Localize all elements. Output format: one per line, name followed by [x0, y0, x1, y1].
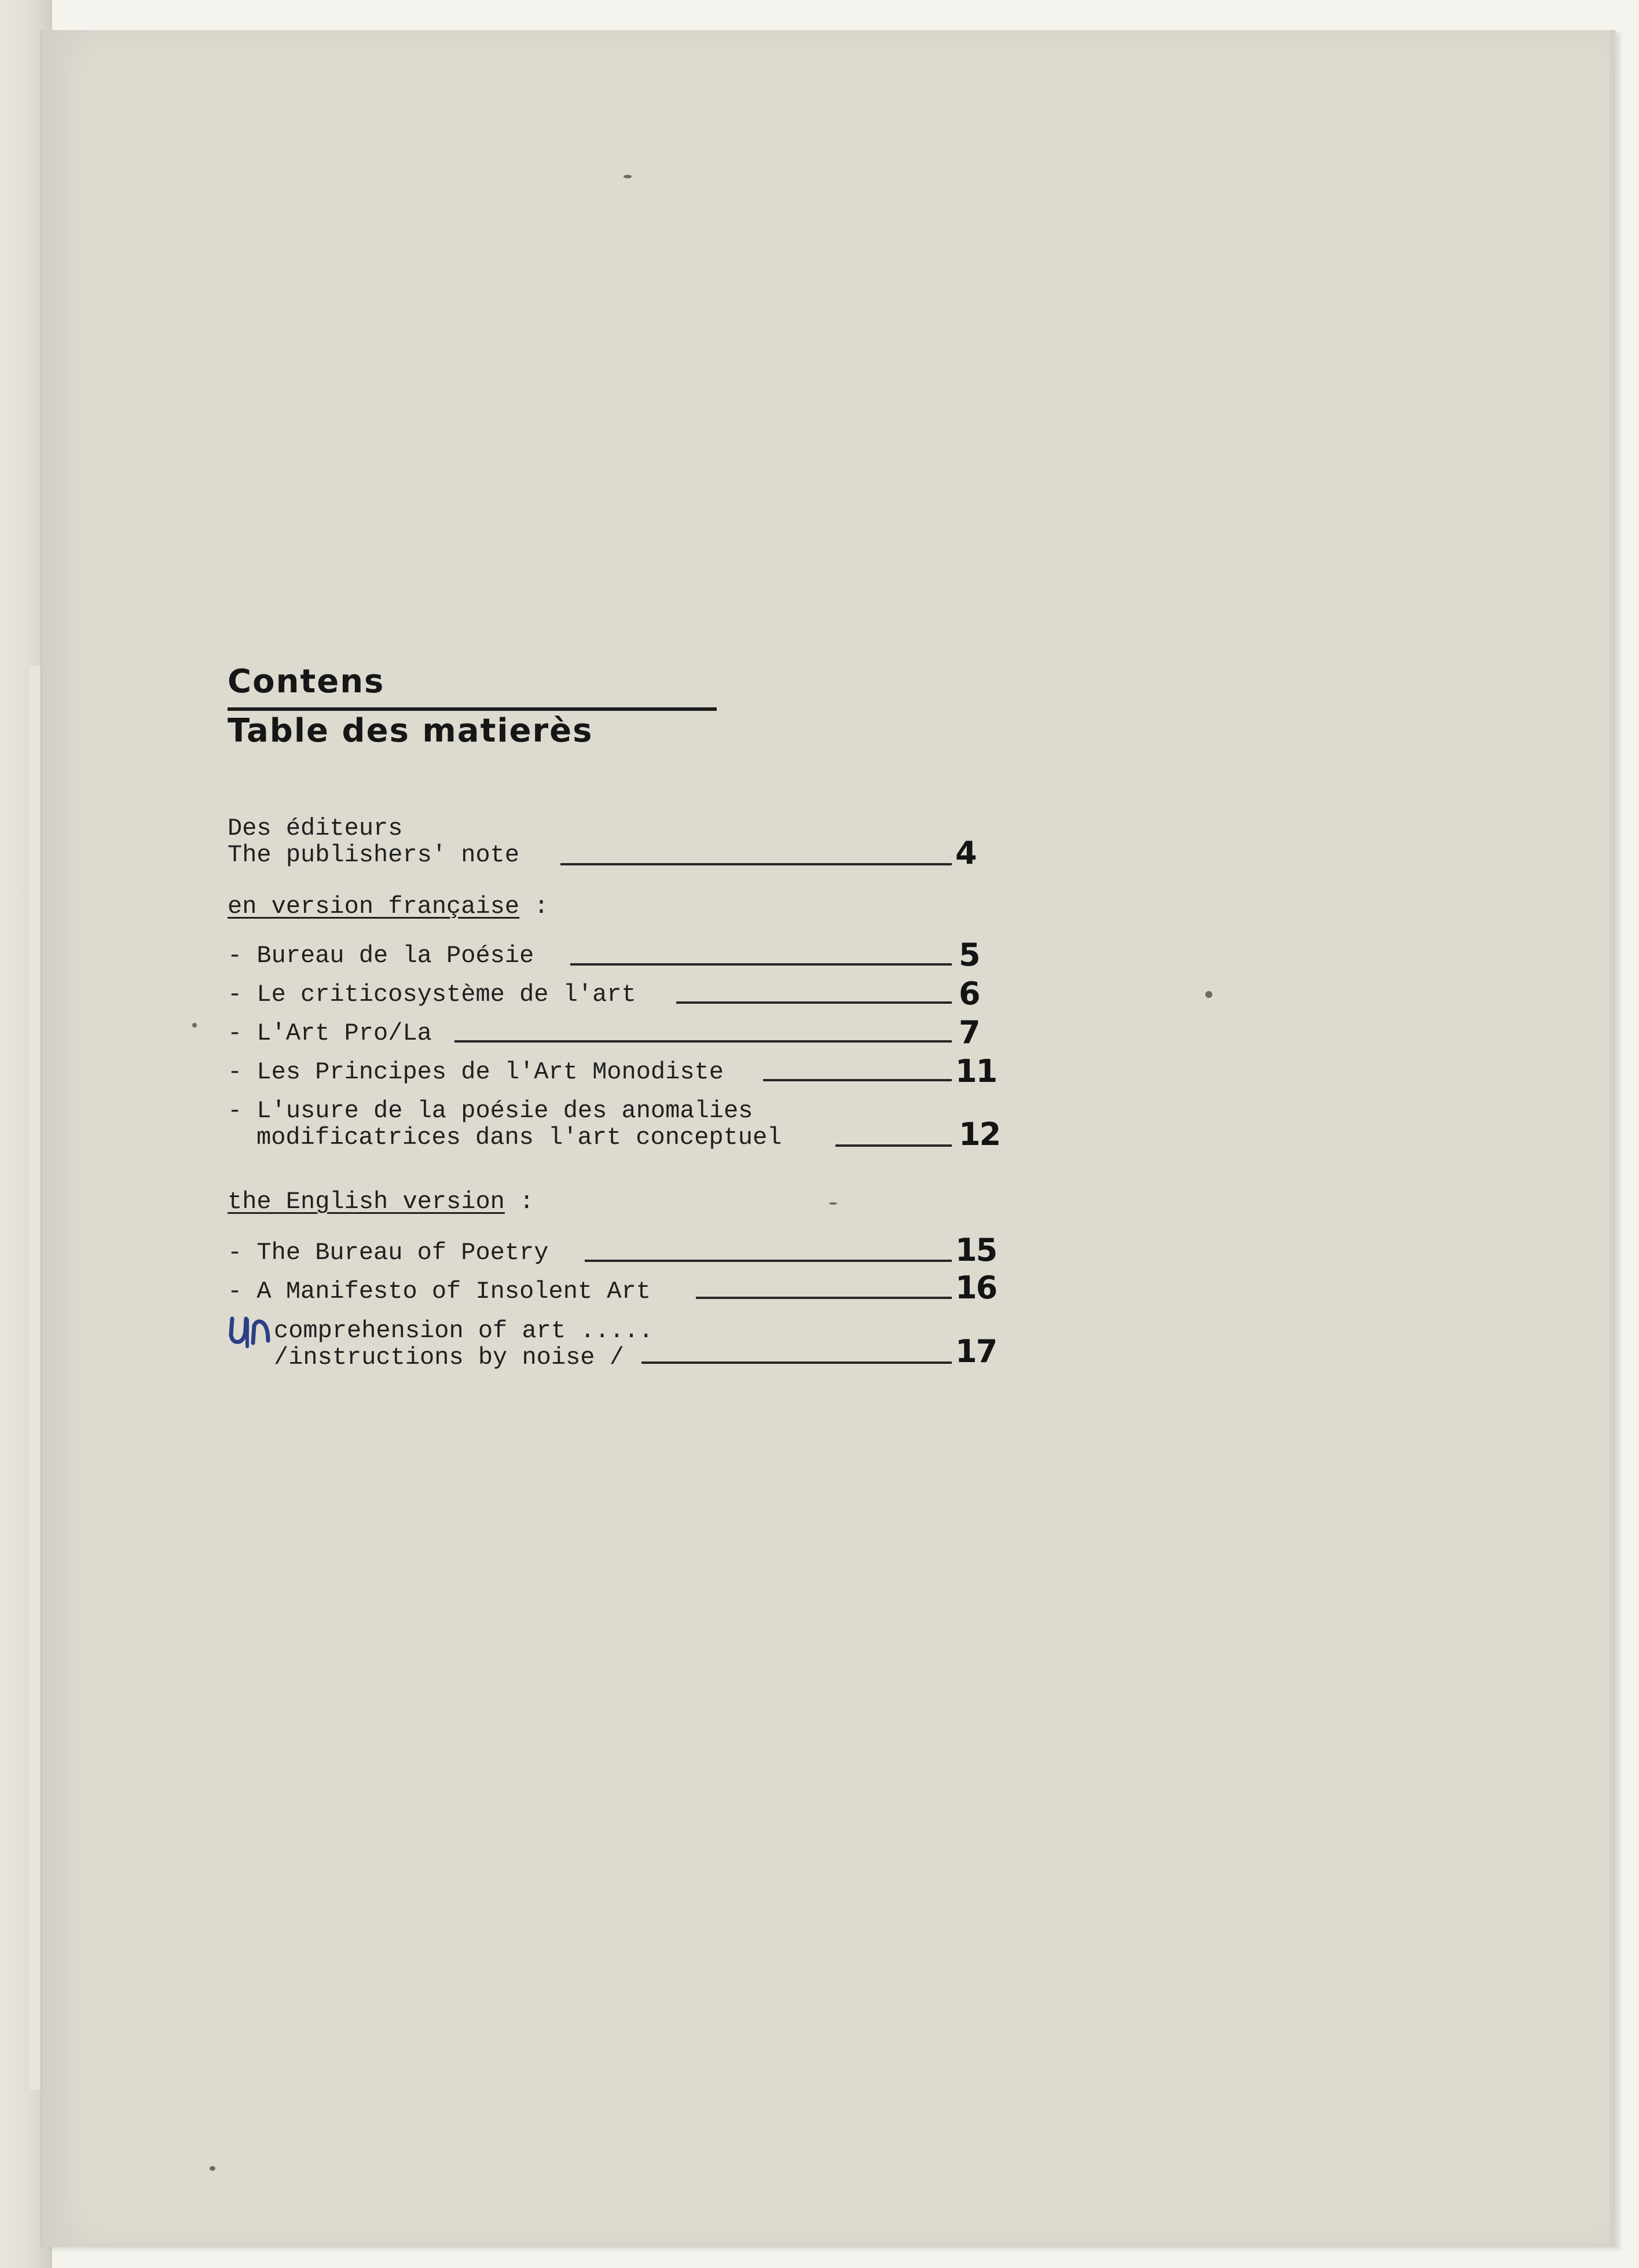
toc-item-comprehension-line2: /instructions by noise /: [274, 1344, 624, 1371]
paper-speck: [210, 2166, 215, 2171]
page-number: 5: [959, 937, 980, 973]
page-number: 15: [955, 1232, 997, 1268]
handwritten-un-annotation: [228, 1313, 273, 1353]
paper-speck: [624, 175, 632, 178]
leader-line: [676, 1001, 952, 1004]
leader-line: [585, 1260, 952, 1262]
toc-item-criticosysteme: - Le criticosystème de l'art: [228, 981, 636, 1008]
toc-item-comprehension-line1: comprehension of art .....: [274, 1317, 654, 1345]
page-number: 11: [955, 1053, 997, 1089]
toc-item-usure-line2: modificatrices dans l'art conceptuel: [256, 1124, 782, 1151]
heading-rule: [228, 707, 717, 711]
page-number: 6: [959, 975, 980, 1012]
leader-line: [641, 1361, 952, 1364]
toc-item-usure-line1: - L'usure de la poésie des anomalies: [228, 1097, 753, 1125]
page-number: 16: [955, 1269, 997, 1306]
leader-line: [835, 1144, 952, 1147]
table-des-matieres-heading: Table des matierès: [228, 712, 593, 750]
page-number: 17: [955, 1333, 997, 1370]
page-number: 12: [959, 1116, 1000, 1153]
paper-speck: [829, 1202, 837, 1205]
contents-heading: Contens: [228, 663, 385, 700]
toc-item-manifesto-insolent-art: - A Manifesto of Insolent Art: [228, 1278, 651, 1305]
page-number: 4: [955, 835, 976, 871]
toc-publishers-note: The publishers' note: [228, 841, 520, 869]
leader-line: [454, 1040, 952, 1043]
leader-line: [763, 1079, 952, 1081]
page-number: 7: [959, 1014, 980, 1051]
toc-item-bureau-of-poetry: - The Bureau of Poetry: [228, 1239, 549, 1267]
toc-item-principes-monodiste: - Les Principes de l'Art Monodiste: [228, 1058, 724, 1086]
leader-line: [560, 863, 952, 865]
toc-item-art-pro-la: - L'Art Pro/La: [228, 1019, 432, 1047]
leader-line: [570, 963, 952, 966]
toc-item-bureau-poesie: - Bureau de la Poésie: [228, 942, 534, 970]
toc-editors-line: Des éditeurs: [228, 814, 403, 842]
leader-line: [696, 1297, 952, 1299]
paper-speck: [1205, 991, 1212, 998]
section-label-english: the English version :: [228, 1188, 534, 1216]
paper-speck: [192, 1023, 197, 1027]
section-label-french: en version française :: [228, 893, 549, 920]
